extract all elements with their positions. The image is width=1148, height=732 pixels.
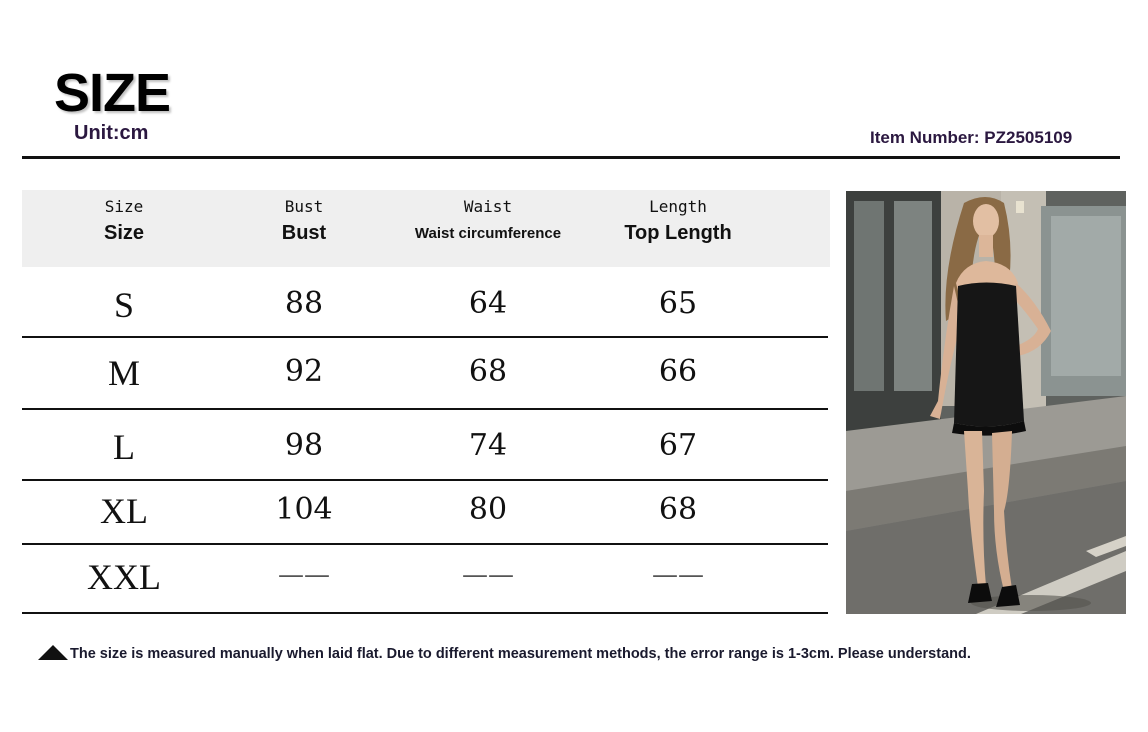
cell-size: XXL bbox=[87, 557, 161, 597]
cell-bust: 104 bbox=[275, 492, 333, 527]
cell-waist: 74 bbox=[468, 428, 508, 463]
size-table bbox=[22, 190, 830, 597]
cell-bust: —— bbox=[278, 560, 330, 590]
row-divider bbox=[22, 408, 828, 410]
cell-length: 65 bbox=[658, 286, 698, 321]
header-divider bbox=[22, 156, 1120, 159]
row-divider bbox=[22, 479, 828, 481]
cell-length: —— bbox=[652, 560, 704, 590]
table-row bbox=[22, 556, 828, 606]
column-header-bust bbox=[244, 190, 364, 245]
note-text: The size is measured manually when laid flat. Due to different measurement methods, the error range is 1-3cm. Please understand. bbox=[70, 646, 971, 662]
product-photo bbox=[846, 191, 1126, 614]
cell-length: 68 bbox=[658, 492, 698, 527]
column-header-length bbox=[618, 190, 738, 245]
column-header-en: Size bbox=[104, 197, 144, 216]
column-header-cn: Top Length bbox=[624, 222, 732, 244]
column-header-cn: Bust bbox=[281, 222, 327, 244]
cell-bust: 88 bbox=[284, 286, 324, 321]
unit-label: Unit:cm bbox=[74, 122, 149, 144]
cell-bust: 92 bbox=[284, 354, 324, 389]
triangle-up-icon bbox=[38, 645, 68, 660]
column-header-en: Bust bbox=[284, 197, 324, 216]
table-row bbox=[22, 352, 828, 402]
table-row bbox=[22, 284, 828, 334]
row-divider bbox=[22, 543, 828, 545]
column-header-waist bbox=[402, 190, 574, 242]
cell-size: M bbox=[107, 353, 140, 393]
item-number: Item Number: PZ2505109 bbox=[870, 128, 1073, 147]
cell-waist: 68 bbox=[468, 354, 508, 389]
measurement-note bbox=[38, 645, 971, 662]
row-divider bbox=[22, 336, 828, 338]
column-header-en: Length bbox=[649, 197, 707, 216]
column-header-en: Waist bbox=[463, 197, 513, 216]
cell-size: S bbox=[113, 285, 135, 325]
cell-waist: —— bbox=[462, 560, 514, 590]
page-title: SIZE bbox=[54, 63, 171, 123]
cell-length: 66 bbox=[658, 354, 698, 389]
table-row bbox=[22, 426, 828, 476]
row-divider bbox=[22, 612, 828, 614]
cell-waist: 64 bbox=[468, 286, 508, 321]
column-header-size bbox=[64, 190, 184, 245]
cell-bust: 98 bbox=[284, 428, 324, 463]
column-header-cn: Waist circumference bbox=[414, 225, 562, 242]
table-row bbox=[22, 490, 828, 540]
table-header bbox=[22, 190, 830, 267]
cell-waist: 80 bbox=[468, 492, 508, 527]
cell-length: 67 bbox=[658, 428, 698, 463]
cell-size: L bbox=[113, 427, 135, 467]
column-header-cn: Size bbox=[103, 222, 145, 244]
cell-size: XL bbox=[100, 491, 148, 531]
